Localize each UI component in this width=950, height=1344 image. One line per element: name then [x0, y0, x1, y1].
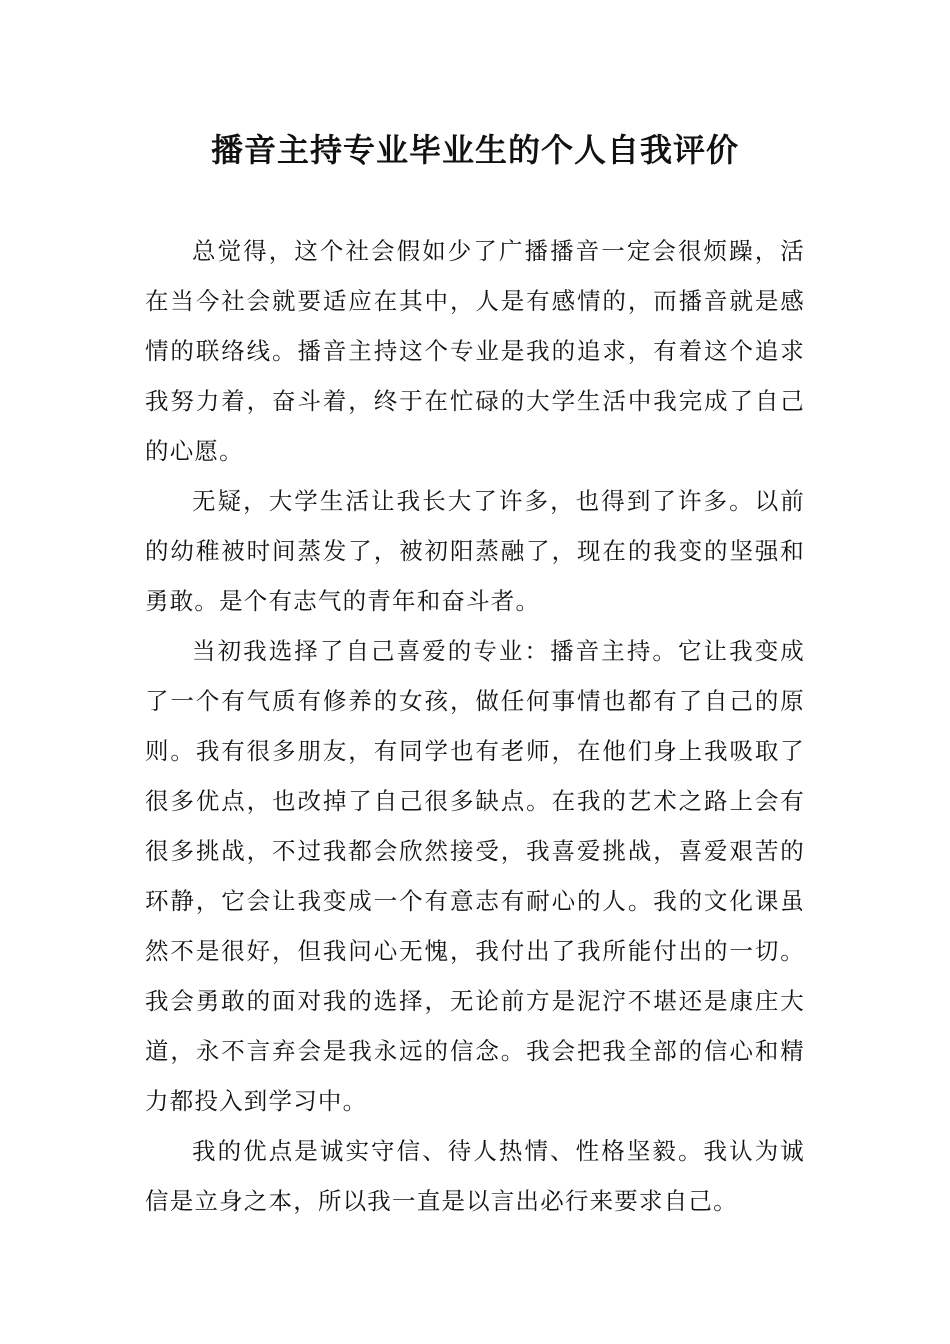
- document-body: [145, 226, 805, 1226]
- document-title: 播音主持专业毕业生的个人自我评价: [210, 131, 739, 169]
- paragraph-1: 总觉得，这个社会假如少了广播播音一定会很烦躁，活在当今社会就要适应在其中，人是有感情的，而播音就是感情的联络线。播音主持这个专业是我的追求，有着这个追求我努力着，奋斗着，终于在忙碌的大学生活中我完成了自己的心愿。: [145, 237, 805, 465]
- paragraph-4: 我的优点是诚实守信、待人热情、性格坚毅。我认为诚信是立身之本，所以我一直是以言出必行来要求自己。: [145, 1137, 805, 1215]
- paragraph-3: 当初我选择了自己喜爱的专业：播音主持。它让我变成了一个有气质有修养的女孩，做任何事情也都有了自己的原则。我有很多朋友，有同学也有老师，在他们身上我吸取了很多优点，也改掉了自己很多缺点。在我的艺术之路上会有很多挑战，不过我都会欣然接受，我喜爱挑战，喜爱艰苦的环静，它会让我变成一个有意志有耐心的人。我的文化课虽然不是很好，但我问心无愧，我付出了我所能付出的一切。我会勇敢的面对我的选择，无论前方是泥泞不堪还是康庄大道，永不言弃会是我永远的信念。我会把我全部的信心和精力都投入到学习中。: [145, 637, 805, 1115]
- paragraph-2: 无疑，大学生活让我长大了许多，也得到了许多。以前的幼稚被时间蒸发了，被初阳蒸融了，现在的我变的坚强和勇敢。是个有志气的青年和奋斗者。: [145, 487, 805, 615]
